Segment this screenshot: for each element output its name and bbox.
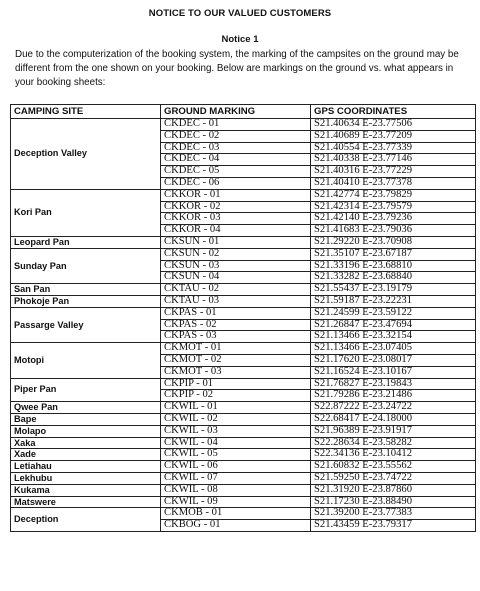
table-row xyxy=(11,472,476,484)
table-row xyxy=(11,437,476,449)
gps-coordinates-cell: S21.59187 E-23.22231 xyxy=(311,295,476,307)
camping-site-cell: Sunday Pan xyxy=(11,248,161,283)
ground-marking-cell: CKSUN - 01 xyxy=(161,236,311,248)
camping-site-cell: Kori Pan xyxy=(11,189,161,236)
gps-coordinates-cell: S21.35107 E-23.67187 xyxy=(311,248,476,260)
gps-coordinates-cell: S22.28634 E-23.58282 xyxy=(311,437,476,449)
table-row xyxy=(11,307,476,319)
gps-coordinates-cell: S21.13466 E-23.07405 xyxy=(311,343,476,355)
ground-marking-cell: CKWIL - 01 xyxy=(161,402,311,414)
camping-site-cell: Phokoje Pan xyxy=(11,295,161,307)
camping-site-cell: Xaka xyxy=(11,437,161,449)
ground-marking-cell: CKDEC - 05 xyxy=(161,166,311,178)
camping-site-cell: Leopard Pan xyxy=(11,236,161,248)
camping-site-cell: Lekhubu xyxy=(11,472,161,484)
ground-marking-cell: CKDEC - 01 xyxy=(161,119,311,131)
gps-coordinates-cell: S21.42314 E-23.79579 xyxy=(311,201,476,213)
ground-marking-cell: CKWIL - 07 xyxy=(161,472,311,484)
gps-coordinates-cell: S21.33282 E-23.68840 xyxy=(311,272,476,284)
ground-marking-cell: CKMOT - 03 xyxy=(161,366,311,378)
ground-marking-cell: CKTAU - 03 xyxy=(161,295,311,307)
camping-site-cell: Qwee Pan xyxy=(11,402,161,414)
ground-marking-cell: CKDEC - 06 xyxy=(161,177,311,189)
table-row xyxy=(11,496,476,508)
ground-marking-cell: CKMOT - 02 xyxy=(161,354,311,366)
camping-site-cell: San Pan xyxy=(11,284,161,296)
table-row xyxy=(11,425,476,437)
gps-coordinates-cell: S21.40634 E-23.77506 xyxy=(311,119,476,131)
table-row xyxy=(11,119,476,131)
ground-marking-cell: CKMOT - 01 xyxy=(161,343,311,355)
camping-site-cell: Molapo xyxy=(11,425,161,437)
camping-site-cell: Deception xyxy=(11,508,161,532)
table-row xyxy=(11,248,476,260)
ground-marking-cell: CKWIL - 06 xyxy=(161,461,311,473)
table-row xyxy=(11,343,476,355)
ground-marking-cell: CKKOR - 04 xyxy=(161,225,311,237)
table-row xyxy=(11,449,476,461)
notice-title: NOTICE TO OUR VALUED CUSTOMERS xyxy=(148,8,332,19)
header-gps-coordinates: GPS COORDINATES xyxy=(311,105,476,119)
gps-coordinates-cell: S21.40554 E-23.77339 xyxy=(311,142,476,154)
gps-coordinates-cell: S21.55437 E-23.19179 xyxy=(311,284,476,296)
ground-marking-cell: CKWIL - 04 xyxy=(161,437,311,449)
gps-coordinates-cell: S21.17230 E-23.88490 xyxy=(311,496,476,508)
notice-heading: Notice 1 xyxy=(221,34,259,45)
gps-coordinates-cell: S21.17620 E-23.08017 xyxy=(311,354,476,366)
camping-site-cell: Bape xyxy=(11,413,161,425)
ground-marking-cell: CKTAU - 02 xyxy=(161,284,311,296)
table-row xyxy=(11,378,476,390)
gps-coordinates-cell: S21.76827 E-23.19843 xyxy=(311,378,476,390)
header-ground-marking: GROUND MARKING xyxy=(161,105,311,119)
table-row xyxy=(11,508,476,520)
ground-marking-cell: CKKOR - 02 xyxy=(161,201,311,213)
ground-marking-cell: CKWIL - 03 xyxy=(161,425,311,437)
ground-marking-cell: CKWIL - 02 xyxy=(161,413,311,425)
table-row xyxy=(11,189,476,201)
gps-coordinates-cell: S22.68417 E-24.18000 xyxy=(311,413,476,425)
ground-marking-cell: CKWIL - 05 xyxy=(161,449,311,461)
table-row xyxy=(11,284,476,296)
ground-marking-cell: CKDEC - 02 xyxy=(161,130,311,142)
ground-marking-cell: CKMOB - 01 xyxy=(161,508,311,520)
ground-marking-cell: CKSUN - 02 xyxy=(161,248,311,260)
ground-marking-cell: CKBOG - 01 xyxy=(161,520,311,532)
campsite-table xyxy=(10,104,476,532)
table-row xyxy=(11,236,476,248)
header-camping-site: CAMPING SITE xyxy=(11,105,161,119)
gps-coordinates-cell: S21.24599 E-23.59122 xyxy=(311,307,476,319)
camping-site-cell: Piper Pan xyxy=(11,378,161,402)
gps-coordinates-cell: S21.39200 E-23.77383 xyxy=(311,508,476,520)
camping-site-cell: Xade xyxy=(11,449,161,461)
camping-site-cell: Matswere xyxy=(11,496,161,508)
gps-coordinates-cell: S21.40338 E-23.77146 xyxy=(311,154,476,166)
gps-coordinates-cell: S22.34136 E-23.10412 xyxy=(311,449,476,461)
camping-site-cell: Passarge Valley xyxy=(11,307,161,342)
camping-site-cell: Motopi xyxy=(11,343,161,378)
gps-coordinates-cell: S21.40689 E-23.77209 xyxy=(311,130,476,142)
gps-coordinates-cell: S21.41683 E-23.79036 xyxy=(311,225,476,237)
ground-marking-cell: CKKOR - 03 xyxy=(161,213,311,225)
gps-coordinates-cell: S21.31920 E-23.87860 xyxy=(311,484,476,496)
gps-coordinates-cell: S21.29220 E-23.70908 xyxy=(311,236,476,248)
ground-marking-cell: CKKOR - 01 xyxy=(161,189,311,201)
table-row xyxy=(11,402,476,414)
ground-marking-cell: CKSUN - 03 xyxy=(161,260,311,272)
camping-site-cell: Letiahau xyxy=(11,461,161,473)
ground-marking-cell: CKPAS - 03 xyxy=(161,331,311,343)
gps-coordinates-cell: S21.42774 E-23.79829 xyxy=(311,189,476,201)
gps-coordinates-cell: S21.13466 E-23.32154 xyxy=(311,331,476,343)
gps-coordinates-cell: S21.16524 E-23.10167 xyxy=(311,366,476,378)
table-row xyxy=(11,461,476,473)
ground-marking-cell: CKDEC - 03 xyxy=(161,142,311,154)
table-row xyxy=(11,413,476,425)
intro-paragraph: Due to the computerization of the booking system, the marking of the campsites on the ground may be different from the one shown on your booking. Below are markings on the ground vs. what appears in your booking sheets: xyxy=(15,49,459,88)
gps-coordinates-cell: S21.40316 E-23.77229 xyxy=(311,166,476,178)
ground-marking-cell: CKDEC - 04 xyxy=(161,154,311,166)
ground-marking-cell: CKPAS - 02 xyxy=(161,319,311,331)
table-row xyxy=(11,295,476,307)
campsite-table-body xyxy=(11,119,476,532)
gps-coordinates-cell: S21.60832 E-23.55562 xyxy=(311,461,476,473)
table-header-row xyxy=(11,105,476,119)
camping-site-cell: Deception Valley xyxy=(11,119,161,190)
ground-marking-cell: CKPIP - 01 xyxy=(161,378,311,390)
gps-coordinates-cell: S21.96389 E-23.91917 xyxy=(311,425,476,437)
ground-marking-cell: CKWIL - 09 xyxy=(161,496,311,508)
ground-marking-cell: CKPAS - 01 xyxy=(161,307,311,319)
ground-marking-cell: CKWIL - 08 xyxy=(161,484,311,496)
camping-site-cell: Kukama xyxy=(11,484,161,496)
gps-coordinates-cell: S21.59250 E-23.74722 xyxy=(311,472,476,484)
gps-coordinates-cell: S21.40410 E-23.77378 xyxy=(311,177,476,189)
gps-coordinates-cell: S22.87222 E-23.24722 xyxy=(311,402,476,414)
ground-marking-cell: CKPIP - 02 xyxy=(161,390,311,402)
gps-coordinates-cell: S21.33196 E-23.68810 xyxy=(311,260,476,272)
gps-coordinates-cell: S21.43459 E-23.79317 xyxy=(311,520,476,532)
gps-coordinates-cell: S21.42140 E-23.79236 xyxy=(311,213,476,225)
table-row xyxy=(11,484,476,496)
gps-coordinates-cell: S21.26847 E-23.47694 xyxy=(311,319,476,331)
ground-marking-cell: CKSUN - 04 xyxy=(161,272,311,284)
gps-coordinates-cell: S21.79286 E-23.21486 xyxy=(311,390,476,402)
